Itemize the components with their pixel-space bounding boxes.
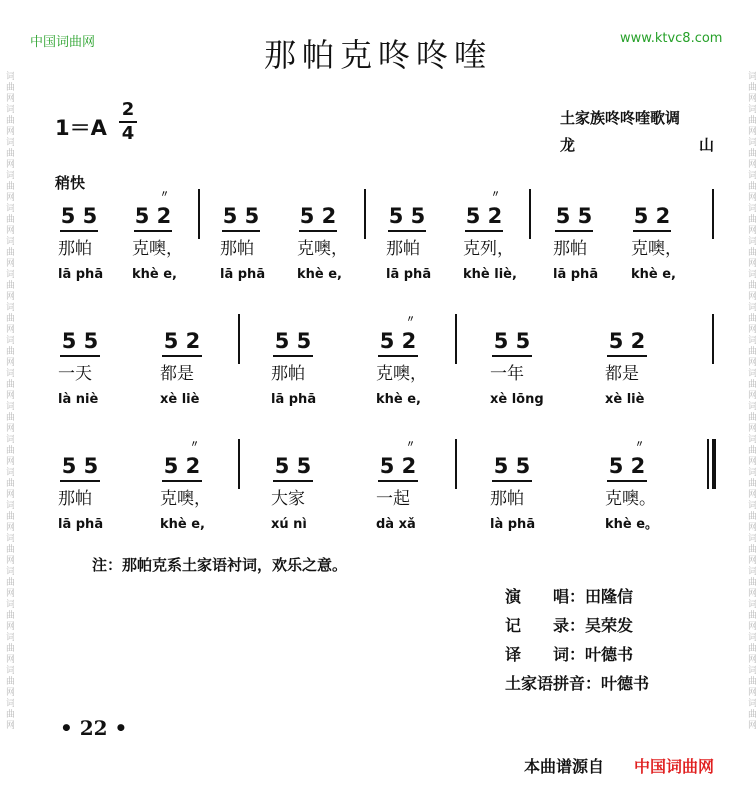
note-digits: 5 5: [274, 329, 312, 353]
song-title: 那帕克咚咚喹: [263, 36, 492, 74]
credit-name: 叶德书: [601, 674, 650, 693]
note-digits: 5 2: [163, 329, 201, 353]
ornament-mark: 〃: [190, 440, 199, 450]
score-row: [0, 440, 756, 565]
eighth-beam: [388, 230, 426, 232]
note-pair: [273, 455, 313, 477]
song-place: [560, 134, 714, 155]
eighth-beam: [60, 480, 100, 482]
eighth-beam: [60, 230, 98, 232]
lyric-text: 克噢，: [160, 489, 211, 509]
eighth-beam: [222, 230, 260, 232]
note-digits: 5 5: [388, 204, 426, 228]
eighth-beam: [273, 355, 313, 357]
pinyin-text: xè lōng: [490, 392, 544, 407]
time-signature: [119, 101, 137, 143]
pinyin-text: khè e,: [631, 267, 676, 282]
pinyin-text: lā phā: [553, 267, 599, 282]
brand-label-top-left: 中国词曲网: [30, 35, 96, 50]
note-digits: 5 2: [134, 204, 172, 228]
credit-line: [505, 671, 649, 694]
pinyin-text: khè e。: [605, 517, 659, 532]
footer-brand: 中国词曲网: [634, 757, 715, 776]
note-digits: 5 5: [555, 204, 593, 228]
lyric-text: 那帕: [220, 239, 254, 259]
pinyin-text: xè liè: [605, 392, 645, 407]
tempo-marking: 稍快: [55, 174, 86, 192]
lyric-text: 克噢，: [376, 364, 427, 384]
credit-name: 叶德书: [585, 645, 634, 664]
ornament-mark: 〃: [491, 190, 500, 200]
pinyin-text: dà xǎ: [376, 517, 416, 532]
score-row: [0, 190, 756, 315]
note-digits: 5 2: [608, 329, 646, 353]
footnote: 注：那帕克系土家语衬词，欢乐之意。: [92, 556, 348, 574]
right-watermark-strip: 词曲网词曲网词曲网词曲网词曲网词曲网词曲网词曲网词曲网词曲网词曲网词曲网词曲网词曲网词曲网词曲网词曲网词曲网词曲网词曲网: [746, 71, 756, 731]
credit-name: 吴荣发: [585, 616, 634, 635]
credit-role: 演 唱：: [505, 587, 586, 606]
note-pair: [378, 330, 418, 352]
note-pair: [555, 205, 593, 227]
lyric-text: 那帕: [58, 489, 92, 509]
note-pair: [299, 205, 337, 227]
lyric-text: 一年: [490, 364, 524, 384]
note-pair: [378, 455, 418, 477]
note-digits: 5 2: [608, 454, 646, 478]
credit-line: [505, 584, 633, 607]
eighth-beam: [378, 480, 418, 482]
ornament-mark: 〃: [635, 440, 644, 450]
note-pair: [162, 330, 202, 352]
bar-line: [364, 189, 366, 239]
pinyin-text: lā phā: [271, 392, 317, 407]
note-digits: 5 2: [299, 204, 337, 228]
note-digits: 5 5: [61, 329, 99, 353]
eighth-beam: [378, 355, 418, 357]
lyric-text: 克噢，: [132, 239, 183, 259]
bar-line: [455, 439, 457, 489]
pinyin-text: khè e,: [132, 267, 177, 282]
footer-source-label: 本曲谱源自: [524, 757, 605, 776]
lyric-text: 一起: [376, 489, 410, 509]
pinyin-text: xè liè: [160, 392, 200, 407]
lyric-text: 那帕: [271, 364, 305, 384]
note-digits: 5 5: [60, 204, 98, 228]
note-digits: 5 2: [163, 454, 201, 478]
note-digits: 5 5: [493, 454, 531, 478]
credit-line: [505, 642, 633, 665]
lyric-text: 都是: [160, 364, 194, 384]
eighth-beam: [492, 480, 532, 482]
lyric-text: 那帕: [58, 239, 92, 259]
credit-role: 记 录：: [505, 616, 586, 635]
ornament-mark: 〃: [406, 315, 415, 325]
note-pair: [607, 330, 647, 352]
score-row: [0, 315, 756, 440]
bar-line: [707, 439, 709, 489]
pinyin-text: lā phā: [58, 517, 104, 532]
note-digits: 5 5: [493, 329, 531, 353]
site-url-top-right: www.ktvc8.com: [620, 31, 723, 46]
note-pair: [162, 455, 202, 477]
lyric-text: 克噢，: [297, 239, 348, 259]
bar-line: [455, 314, 457, 364]
place-second-char: 山: [698, 136, 714, 154]
pinyin-text: khè liè,: [463, 267, 517, 282]
pinyin-text: lā phā: [58, 267, 104, 282]
pinyin-text: là phā: [490, 517, 536, 532]
bar-line: [529, 189, 531, 239]
note-pair: [388, 205, 426, 227]
note-digits: 5 5: [274, 454, 312, 478]
note-pair: [465, 205, 503, 227]
note-digits: 5 2: [465, 204, 503, 228]
lyric-text: 大家: [271, 489, 305, 509]
lyric-text: 都是: [605, 364, 639, 384]
credit-role: 土家语拼音：: [505, 674, 602, 693]
ornament-mark: 〃: [160, 190, 169, 200]
eighth-beam: [162, 480, 202, 482]
note-pair: [607, 455, 647, 477]
pinyin-text: lā phā: [386, 267, 432, 282]
eighth-beam: [299, 230, 337, 232]
note-digits: 5 2: [379, 454, 417, 478]
eighth-beam: [633, 230, 671, 232]
bar-line: [198, 189, 200, 239]
note-digits: 5 5: [61, 454, 99, 478]
bar-line: [238, 314, 240, 364]
note-pair: [60, 205, 98, 227]
lyric-text: 那帕: [386, 239, 420, 259]
bar-line: [712, 189, 714, 239]
time-signature-top: 2: [121, 99, 135, 120]
pinyin-text: là niè: [58, 392, 99, 407]
note-pair: [273, 330, 313, 352]
lyric-text: 那帕: [553, 239, 587, 259]
note-pair: [492, 330, 532, 352]
ornament-mark: 〃: [406, 440, 415, 450]
song-source: 土家族咚咚喹歌调: [560, 109, 681, 127]
note-digits: 5 5: [222, 204, 260, 228]
time-signature-bottom: 4: [121, 123, 135, 144]
note-pair: [492, 455, 532, 477]
eighth-beam: [492, 355, 532, 357]
left-watermark-strip: 词曲网词曲网词曲网词曲网词曲网词曲网词曲网词曲网词曲网词曲网词曲网词曲网词曲网词曲网词曲网词曲网词曲网词曲网词曲网词曲网: [4, 71, 14, 731]
eighth-beam: [607, 480, 647, 482]
eighth-beam: [607, 355, 647, 357]
eighth-beam: [60, 355, 100, 357]
credit-name: 田隆信: [585, 587, 634, 606]
pinyin-text: lā phā: [220, 267, 266, 282]
eighth-beam: [555, 230, 593, 232]
eighth-beam: [465, 230, 503, 232]
note-pair: [633, 205, 671, 227]
note-pair: [60, 330, 100, 352]
eighth-beam: [134, 230, 172, 232]
pinyin-text: khè e,: [297, 267, 342, 282]
credit-role: 译 词：: [505, 645, 586, 664]
pinyin-text: xú nì: [271, 517, 307, 532]
bar-line: [712, 314, 714, 364]
eighth-beam: [162, 355, 202, 357]
place-first-char: 龙: [560, 136, 576, 154]
lyric-text: 克噢。: [605, 489, 656, 509]
lyric-text: 那帕: [490, 489, 524, 509]
note-pair: [134, 205, 172, 227]
note-pair: [222, 205, 260, 227]
note-digits: 5 2: [379, 329, 417, 353]
key-signature: 1＝A: [55, 116, 107, 140]
note-digits: 5 2: [633, 204, 671, 228]
lyric-text: 克噢，: [631, 239, 682, 259]
eighth-beam: [273, 480, 313, 482]
pinyin-text: khè e,: [160, 517, 205, 532]
lyric-text: 克列，: [463, 239, 514, 259]
page-number: • 22 •: [60, 716, 128, 740]
bar-line: [712, 439, 716, 489]
pinyin-text: khè e,: [376, 392, 421, 407]
lyric-text: 一天: [58, 364, 92, 384]
bar-line: [238, 439, 240, 489]
credit-line: [505, 613, 633, 636]
note-pair: [60, 455, 100, 477]
